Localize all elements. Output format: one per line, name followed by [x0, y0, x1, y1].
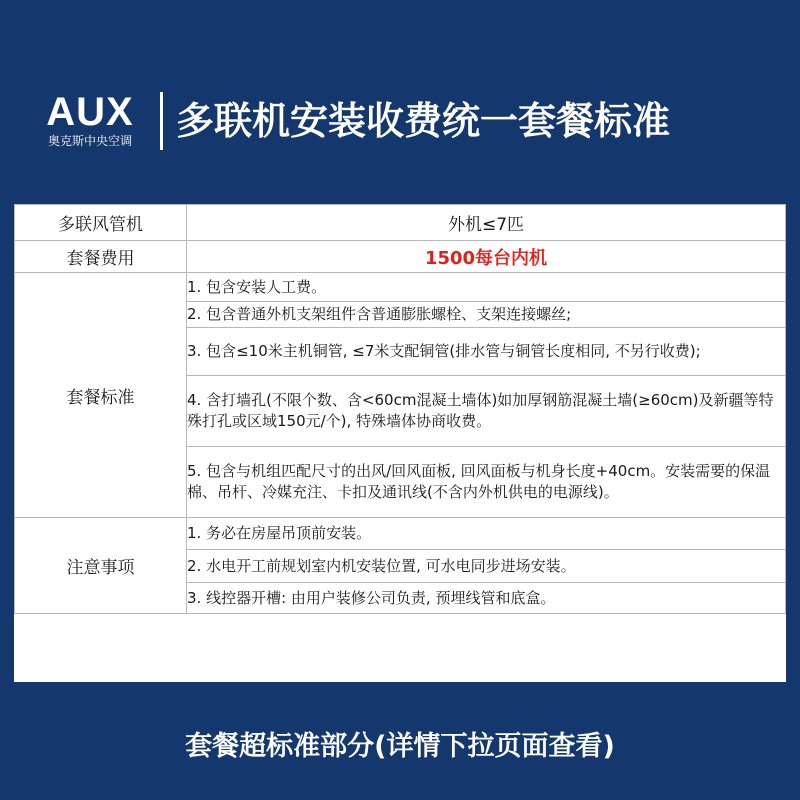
standard-item-1: 1. 包含安装人工费。 — [187, 273, 786, 302]
standard-item-4: 4. 含打墙孔(不限个数、含<60cm混凝土墙体)如加厚钢筋混凝土墙(≥60cm)及新疆等特殊打孔或区域150元/个), 特殊墙体协商收费。 — [187, 376, 786, 447]
notes-item-3: 3. 线控器开槽: 由用户装修公司负责, 预埋线管和底盒。 — [187, 583, 786, 614]
standard-item-2: 2. 包含普通外机支架组件含普通膨胀螺栓、支架连接螺丝; — [187, 302, 786, 328]
footer-note: 套餐超标准部分(详情下拉页面查看) — [185, 731, 615, 762]
product-value: 外机≤7匹 — [187, 205, 786, 241]
logo-subtitle: 奥克斯中央空调 — [47, 134, 132, 148]
notes-label: 注意事项 — [15, 518, 187, 614]
table-row — [15, 518, 786, 550]
brand-logo — [30, 92, 150, 152]
header-divider — [160, 92, 163, 150]
table-row-price — [15, 241, 786, 273]
notes-item-2: 2. 水电开工前规划室内机安装位置, 可水电同步进场安装。 — [187, 550, 786, 583]
page-title: 多联机安装收费统一套餐标准 — [176, 99, 671, 143]
header-banner — [0, 0, 800, 190]
table-row — [15, 273, 786, 302]
price-label: 套餐费用 — [15, 241, 187, 273]
notes-item-1: 1. 务必在房屋吊顶前安装。 — [187, 518, 786, 550]
package-table-container — [14, 204, 786, 682]
product-label: 多联风管机 — [15, 205, 187, 241]
standard-label: 套餐标准 — [15, 273, 187, 518]
standard-item-3: 3. 包含≤10米主机铜管, ≤7米支配铜管(排水管与铜管长度相同, 不另行收费); — [187, 328, 786, 376]
table-row-product — [15, 205, 786, 241]
package-table — [14, 204, 786, 614]
standard-item-5: 5. 包含与机组匹配尺寸的出风/回风面板, 回风面板与机身长度+40cm。安装需要的保温棉、吊杆、冷媒充注、卡扣及通讯线(不含内外机供电的电源线)。 — [187, 447, 786, 518]
price-value: 1500每台内机 — [187, 241, 786, 273]
logo-mark: AUX — [46, 90, 134, 134]
